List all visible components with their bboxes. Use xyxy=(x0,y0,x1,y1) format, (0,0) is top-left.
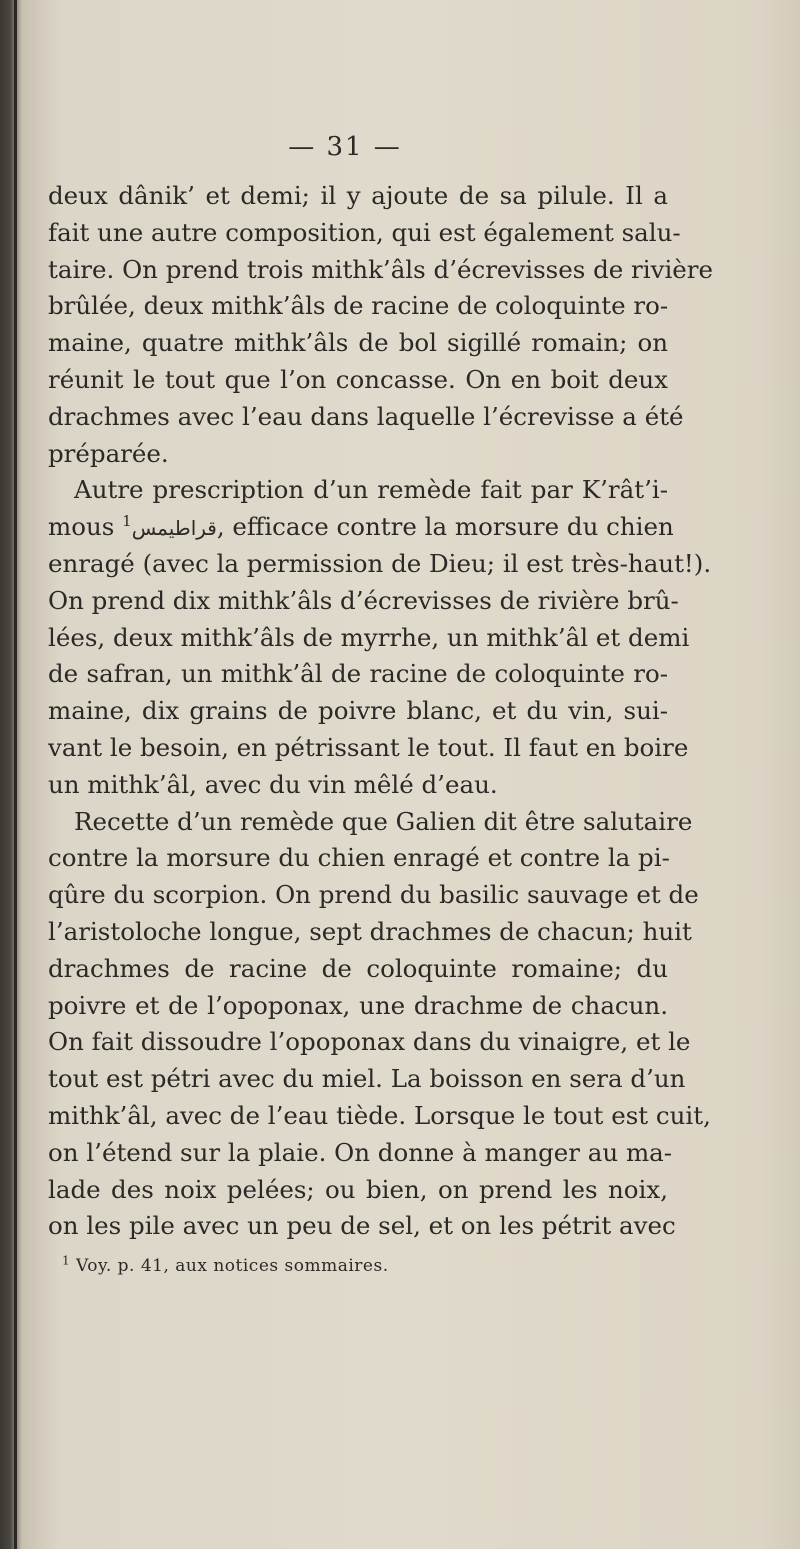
body-text xyxy=(48,178,713,1245)
footnote-text: Voy. p. 41, aux notices sommaires. xyxy=(76,1256,389,1276)
text-line: maine, dix grains de poivre blanc, et du vin, sui- xyxy=(48,696,668,726)
arabic-name: قراطيمس xyxy=(131,516,217,541)
text-line: enragé (avec la permission de Dieu; il est très-haut!). xyxy=(48,548,712,578)
text-line: on l’étend sur la plaie. On donne à manger au ma- xyxy=(48,1137,673,1167)
text-line: réunit le tout que l’on concasse. On en boit deux xyxy=(48,364,668,394)
text-line: Recette d’un remède que Galien dit être salutaire xyxy=(74,806,693,836)
text-line: taire. On prend trois mithk’âls d’écrevisses de rivière xyxy=(48,254,713,284)
footnote-marker: 1 xyxy=(62,1253,71,1268)
page-number: — 31 — xyxy=(288,132,402,162)
text-line: tout est pétri avec du miel. La boisson en sera d’un xyxy=(48,1064,686,1094)
text-line: On fait dissoudre l’opoponax dans du vinaigre, et le xyxy=(48,1027,691,1057)
text-line: fait une autre composition, qui est également salu- xyxy=(48,217,681,247)
footnote xyxy=(62,1253,662,1276)
text-line: drachmes avec l’eau dans laquelle l’écrevisse a été xyxy=(48,401,684,431)
text-line: Autre prescription d’un remède fait par K’rât’i- xyxy=(74,475,668,505)
text-line: un mithk’âl, avec du vin mêlé d’eau. xyxy=(48,769,498,799)
text-line: mithk’âl, avec de l’eau tiède. Lorsque le tout est cuit, xyxy=(48,1100,711,1130)
text-line: maine, quatre mithk’âls de bol sigillé romain; on xyxy=(48,328,668,358)
text-line: qûre du scorpion. On prend du basilic sauvage et de xyxy=(48,880,699,910)
text-line: On prend dix mithk’âls d’écrevisses de rivière brû- xyxy=(48,585,679,615)
text-line: drachmes de racine de coloquinte romaine; du xyxy=(48,953,668,983)
text-line: brûlée, deux mithk’âls de racine de coloquinte ro- xyxy=(48,291,669,321)
text-line: deux dânik’ et demi; il y ajoute de sa pilule. Il a xyxy=(48,181,668,210)
text-line: lade des noix pelées; ou bien, on prend les noix, xyxy=(48,1174,668,1204)
text-line: poivre et de l’opoponax, une drachme de chacun. xyxy=(48,990,668,1020)
line-text-continued: , efficace contre la morsure du chien xyxy=(216,512,674,542)
text-line: lées, deux mithk’âls de myrrhe, un mithk’âl et demi xyxy=(48,622,690,652)
line-text: mous xyxy=(48,512,115,542)
text-line: préparée. xyxy=(48,438,169,468)
text-line: contre la morsure du chien enragé et contre la pi- xyxy=(48,843,670,873)
text-line xyxy=(48,509,674,546)
text-line: l’aristoloche longue, sept drachmes de chacun; huit xyxy=(48,916,692,946)
text-line: vant le besoin, en pétrissant le tout. Il faut en boire xyxy=(48,732,689,762)
text-line: on les pile avec un peu de sel, et on les pétrit avec xyxy=(48,1211,676,1241)
book-spine-edge xyxy=(14,0,17,1549)
footnote-reference: 1 xyxy=(122,512,132,531)
text-line: de safran, un mithk’âl de racine de coloquinte ro- xyxy=(48,659,668,689)
